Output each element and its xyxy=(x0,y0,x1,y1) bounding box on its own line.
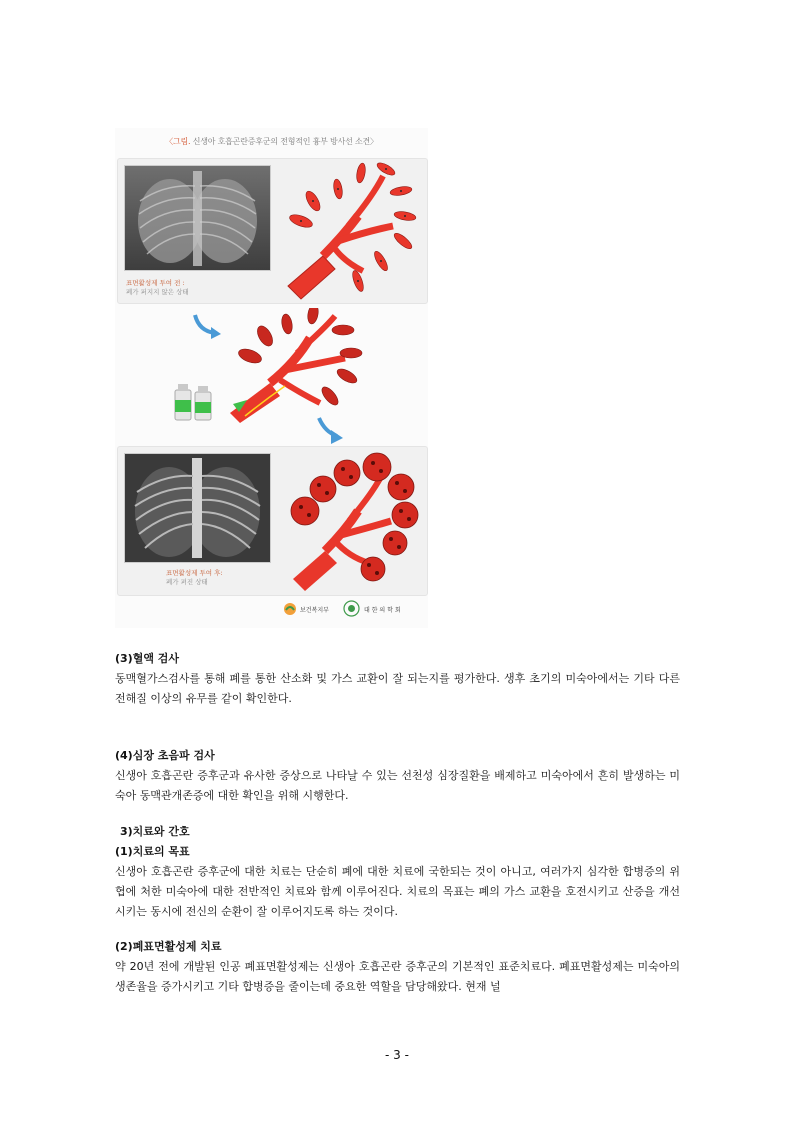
surfactant-vials-icon xyxy=(173,382,215,422)
alveoli-transition-illustration xyxy=(225,308,365,423)
figure-logos xyxy=(283,600,423,620)
section-heading: (4)심장 초음파 검사 xyxy=(115,749,215,762)
section-surfactant xyxy=(115,937,680,997)
panel-before xyxy=(117,158,428,304)
section-blood-test xyxy=(115,649,680,709)
xray-after-image xyxy=(124,453,271,563)
figure-caption xyxy=(115,136,428,147)
figure-rds-xray xyxy=(115,128,428,628)
section-heading: (3)혈액 검사 xyxy=(115,652,180,665)
after-label-line2: 폐가 펴진 상태 xyxy=(166,578,208,586)
before-label xyxy=(126,279,189,297)
alveoli-collapsed-illustration xyxy=(283,161,423,301)
before-label-line2: 폐가 퍼지지 않은 상태 xyxy=(126,288,189,296)
ministry-logo-icon xyxy=(283,602,297,616)
logo2-text: 대 한 의 학 회 xyxy=(364,607,401,614)
section-echocardiography xyxy=(115,746,680,806)
section-paragraph: 신생아 호흡곤란 증후군에 대한 치료는 단순히 폐에 대한 치료에 국한되는 것이 아니고, 여러가지 심각한 합병증의 위협에 처한 미숙아에 대한 전반적인 치료와 함께 이루어진다. 치료의 목표는 폐의 가스 교환을 호전시키고 산증을 개선시키는 동시에 전신의 순환이 잘 이루어지도록 하는 것이다. xyxy=(115,865,680,918)
section-treatment xyxy=(115,822,680,922)
arrow-down-icon xyxy=(315,416,345,444)
section-paragraph: 신생아 호흡곤란 증후군과 유사한 증상으로 나타날 수 있는 선천성 심장질환을 배제하고 미숙아에서 흔히 발생하는 미숙아 동맥관개존증에 대한 확인을 위해 시행한다. xyxy=(115,769,680,802)
section-paragraph: 동맥혈가스검사를 통해 폐를 통한 산소화 및 가스 교환이 잘 되는지를 평가한다. 생후 초기의 미숙아에서는 기타 다른 전해질 이상의 유무를 같이 확인한다. xyxy=(115,672,680,705)
panel-after xyxy=(117,446,428,596)
page-number: - 3 - xyxy=(385,1048,409,1062)
arrow-down-right-icon xyxy=(193,313,223,339)
figure-caption-text: 신생아 호흡곤란증후군의 전형적인 흉부 방사선 소견〉 xyxy=(192,137,378,146)
after-label-line1: 표면활성제 투여 후: xyxy=(166,569,223,577)
kams-logo-icon xyxy=(343,600,360,617)
xray-before-image xyxy=(124,165,271,271)
alveoli-expanded-illustration xyxy=(283,451,423,591)
section-subheading: (1)치료의 목표 xyxy=(115,845,190,858)
section-heading: (2)폐표면활성제 치료 xyxy=(115,940,222,953)
section-paragraph: 약 20년 전에 개발된 인공 폐표면활성제는 신생아 호흡곤란 증후군의 기본적인 표준치료다. 폐표면활성제는 미숙아의 생존율을 증가시키고 기타 합병증을 줄이는데 중요한 역할을 담당해왔다. 현재 널 xyxy=(115,960,680,993)
before-label-line1: 표면활성제 투여 전 : xyxy=(126,279,185,287)
section-heading: 3)치료와 간호 xyxy=(120,825,190,838)
figure-caption-tag: 〈그림. xyxy=(165,137,191,146)
logo1-text: 보건복지부 xyxy=(300,607,329,614)
after-label xyxy=(166,569,223,587)
